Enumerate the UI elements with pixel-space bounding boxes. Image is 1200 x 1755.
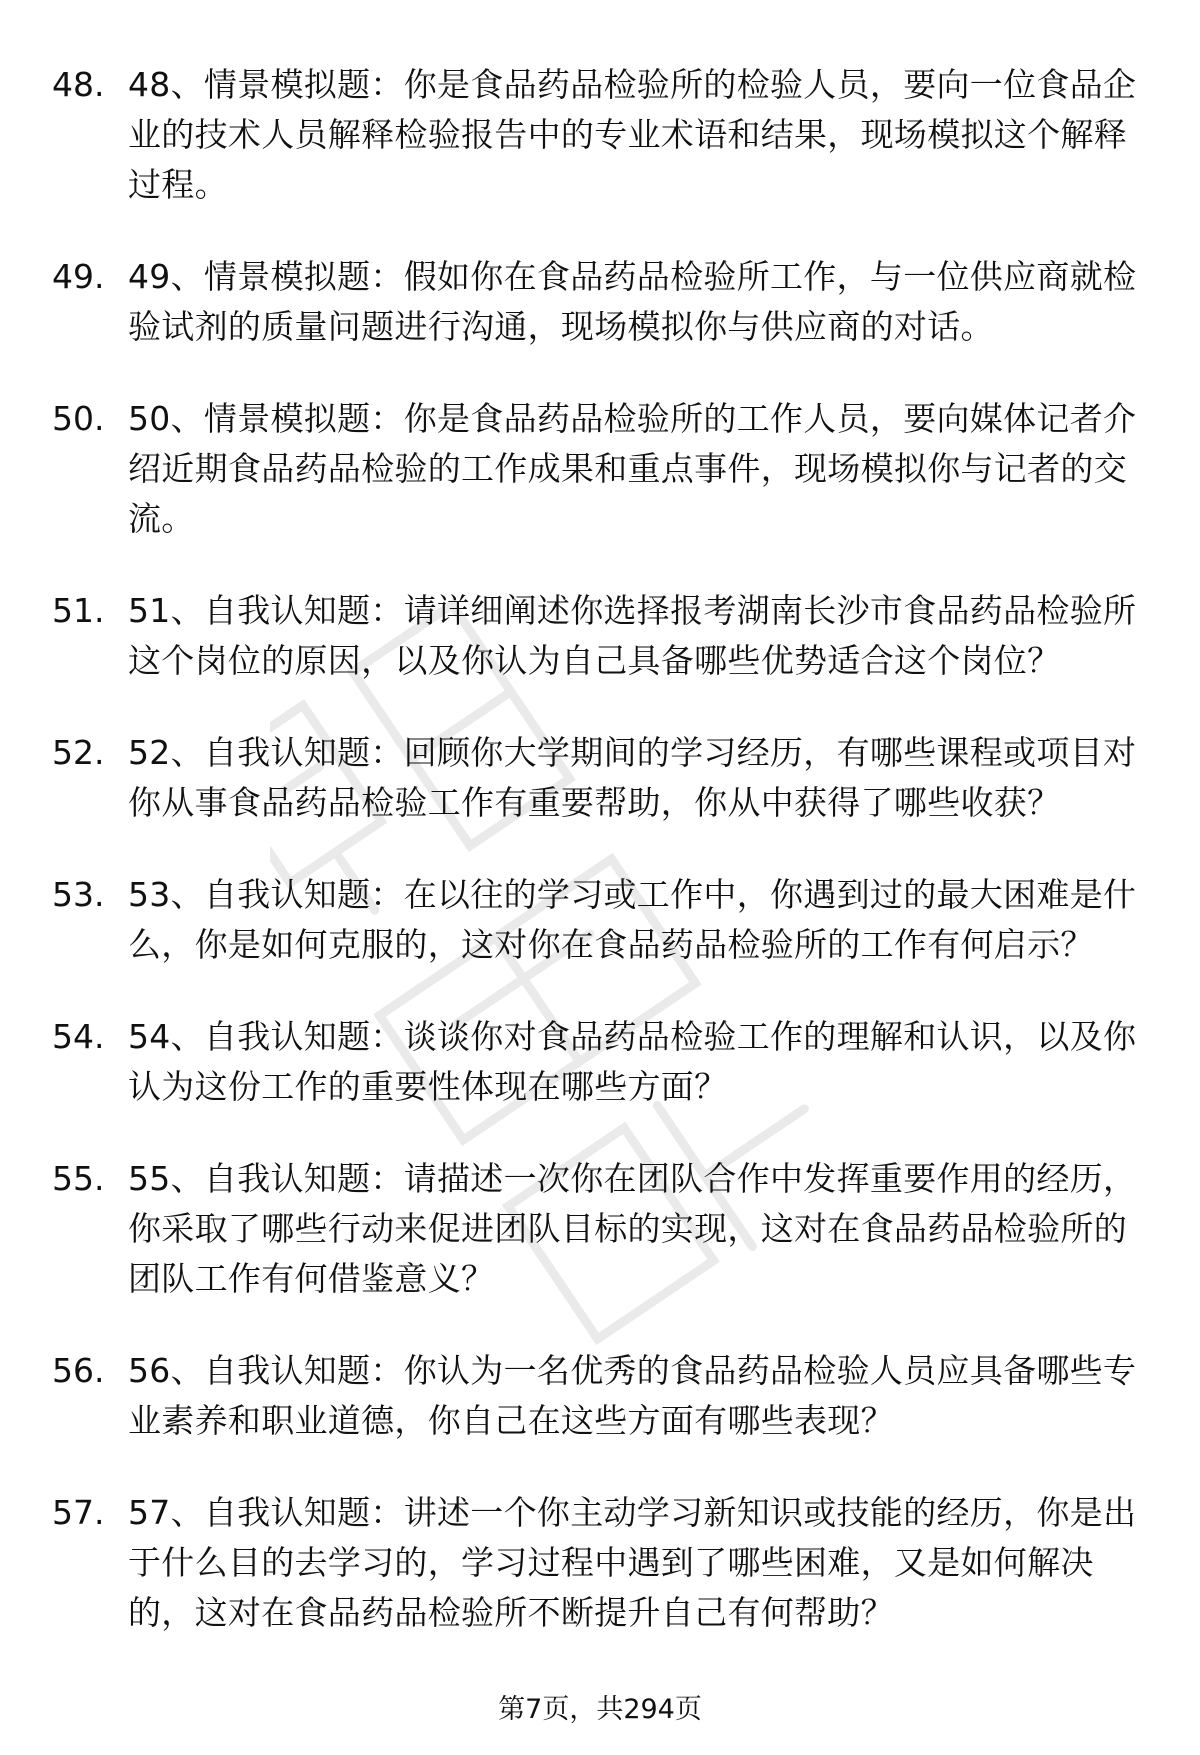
question-number: 54.	[52, 1017, 105, 1056]
question-text: 48、情景模拟题：你是食品药品检验所的检验人员，要向一位食品企业的技术人员解释检验报告中的专业术语和结果，现场模拟这个解释过程。	[128, 65, 1137, 204]
question-number: 50.	[52, 399, 105, 438]
question-text: 52、自我认知题：回顾你大学期间的学习经历，有哪些课程或项目对你从事食品药品检验工作有重要帮助，你从中获得了哪些收获？	[128, 733, 1137, 822]
question-number: 51.	[52, 591, 105, 630]
question-text: 53、自我认知题：在以往的学习或工作中，你遇到过的最大困难是什么，你是如何克服的，这对你在食品药品检验所的工作有何启示？	[128, 875, 1137, 964]
list-item	[52, 1488, 1152, 1638]
question-number: 52.	[52, 733, 105, 772]
question-number: 55.	[52, 1159, 105, 1198]
list-item	[52, 1012, 1152, 1112]
list-item	[52, 1346, 1152, 1446]
question-text: 57、自我认知题：讲述一个你主动学习新知识或技能的经历，你是出于什么目的去学习的，学习过程中遇到了哪些困难，又是如何解决的，这对在食品药品检验所不断提升自己有何帮助？	[128, 1493, 1137, 1632]
list-item	[52, 1154, 1152, 1304]
list-item	[52, 586, 1152, 686]
question-text: 49、情景模拟题：假如你在食品药品检验所工作，与一位供应商就检验试剂的质量问题进行沟通，现场模拟你与供应商的对话。	[128, 257, 1137, 346]
question-number: 48.	[52, 65, 105, 104]
question-text: 55、自我认知题：请描述一次你在团队合作中发挥重要作用的经历，你采取了哪些行动来促进团队目标的实现，这对在食品药品检验所的团队工作有何借鉴意义？	[128, 1159, 1137, 1298]
list-item	[52, 394, 1152, 544]
list-item	[52, 870, 1152, 970]
question-number: 49.	[52, 257, 105, 296]
question-number: 53.	[52, 875, 105, 914]
question-text: 51、自我认知题：请详细阐述你选择报考湖南长沙市食品药品检验所这个岗位的原因，以及你认为自己具备哪些优势适合这个岗位？	[128, 591, 1137, 680]
question-text: 50、情景模拟题：你是食品药品检验所的工作人员，要向媒体记者介绍近期食品药品检验的工作成果和重点事件，现场模拟你与记者的交流。	[128, 399, 1137, 538]
list-item	[52, 60, 1152, 210]
list-item	[52, 728, 1152, 828]
question-text: 54、自我认知题：谈谈你对食品药品检验工作的理解和认识，以及你认为这份工作的重要性体现在哪些方面？	[128, 1017, 1137, 1106]
page-footer: 第7页，共294页	[498, 1694, 702, 1725]
question-number: 56.	[52, 1351, 105, 1390]
list-item	[52, 252, 1152, 352]
question-number: 57.	[52, 1493, 105, 1532]
question-list	[52, 60, 1152, 1680]
question-text: 56、自我认知题：你认为一名优秀的食品药品检验人员应具备哪些专业素养和职业道德，你自己在这些方面有哪些表现？	[128, 1351, 1137, 1440]
